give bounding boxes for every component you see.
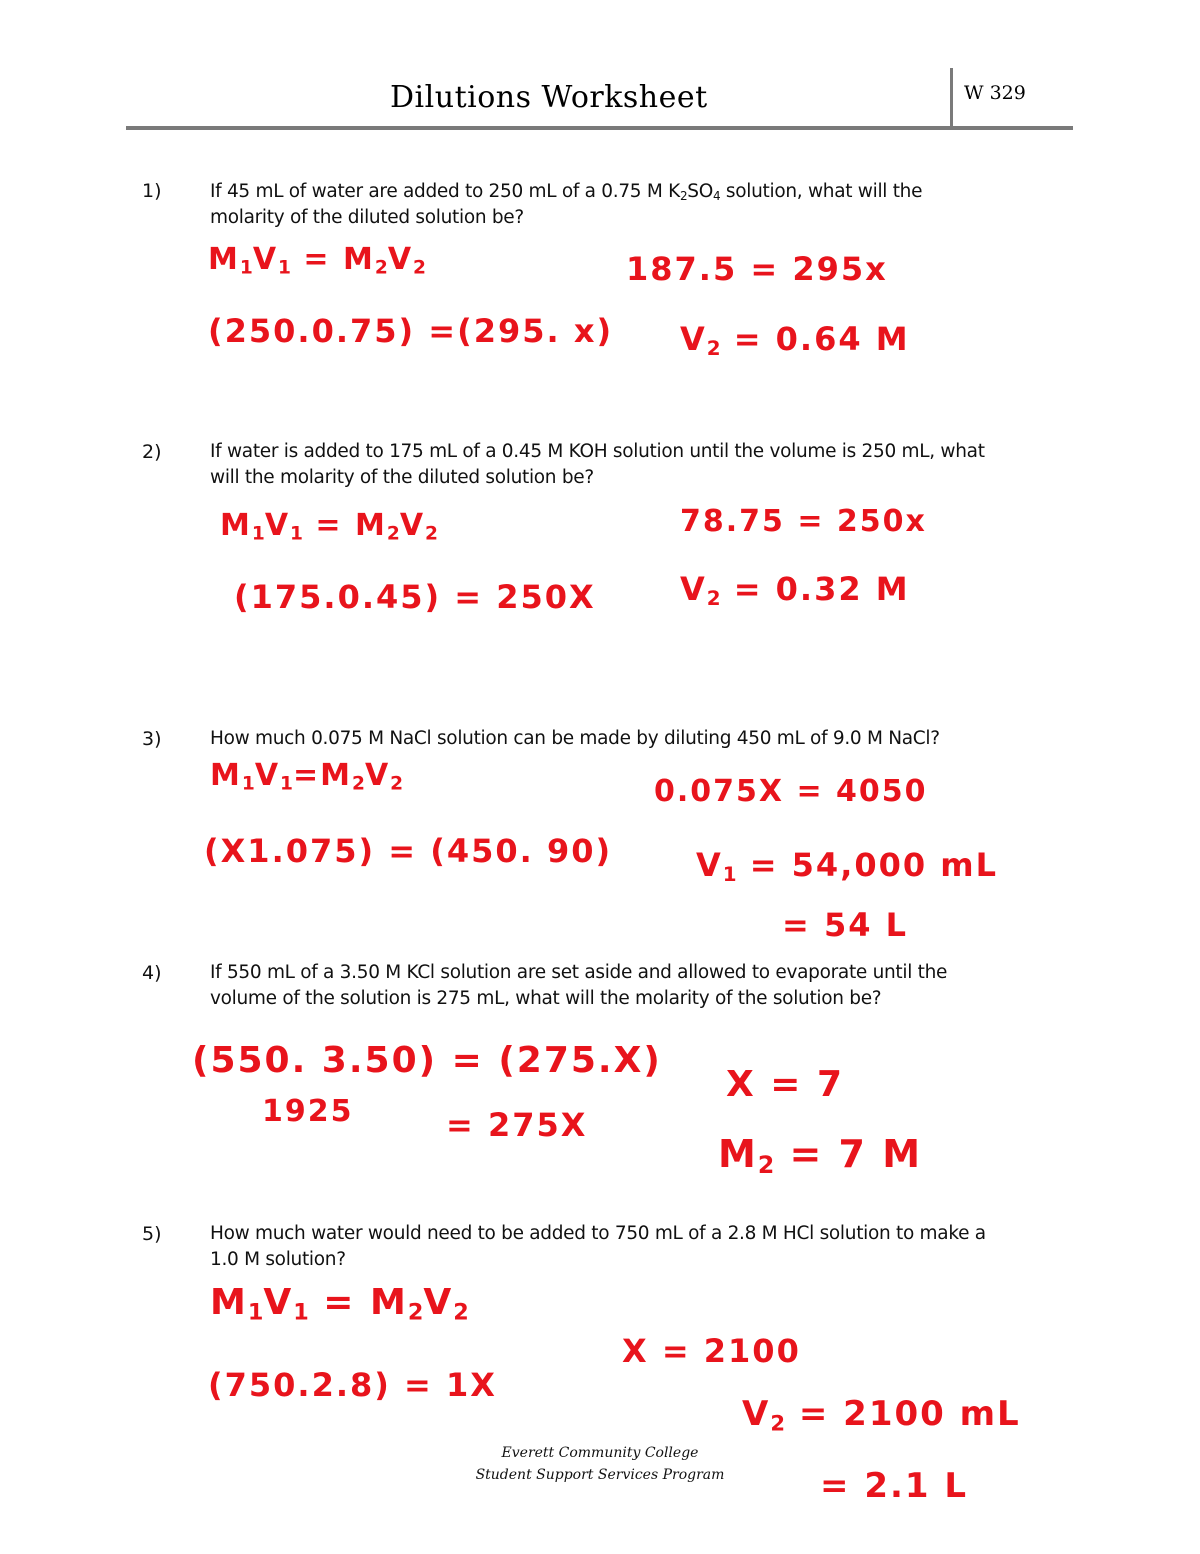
question-1-work-substitution: (250.0.75) =(295. x) [208, 312, 614, 350]
question-1-number: 1) [142, 180, 162, 202]
question-4-work-answer: $M_2 = 7$ M [718, 1132, 923, 1179]
question-3-work-product: 0.075X = 4050 [654, 774, 928, 809]
footer-college: Everett Community College [501, 1445, 699, 1461]
question-4-work-substitution: (550. 3.50) = (275.X) [192, 1040, 662, 1081]
question-2-work-substitution: (175.0.45) = 250X [234, 578, 596, 616]
header-divider [126, 126, 1073, 130]
question-1-work-product: 187.5 = 295x [626, 250, 888, 288]
question-2-work-equation: $M_1V_1 = M_2V_2$ [220, 508, 438, 545]
footer-program: Student Support Services Program [475, 1467, 725, 1483]
question-5-work-x: X = 2100 [622, 1332, 801, 1370]
question-5-number: 5) [142, 1223, 162, 1245]
question-5-work-substitution: (750.2.8) = 1X [208, 1366, 497, 1404]
question-2-work-product: 78.75 = 250x [680, 504, 927, 539]
question-4-number: 4) [142, 962, 162, 984]
question-5-text: How much water would need to be added to 750 mL of a 2.8 M HCl solution to make a 1.0 M solution? [210, 1223, 986, 1270]
question-3-number: 3) [142, 728, 162, 750]
question-3-work-converted: = 54 L [782, 906, 909, 944]
question-2-number: 2) [142, 441, 162, 463]
header-divider-vertical [950, 68, 953, 128]
question-5-work-converted: = 2.1 L [820, 1466, 969, 1506]
page-title: Dilutions Worksheet [390, 80, 708, 115]
question-3-work-answer: $V_1 = 54,000$ mL [696, 846, 999, 886]
question-1-work-equation: $M_1V_1 = M_2V_2$ [208, 242, 426, 279]
question-1-work-answer: $V_2 = 0.64$ M [680, 320, 910, 360]
question-4-work-product: 1925 [262, 1094, 354, 1129]
question-5-work-equation: $M_1V_1 = M_2V_2$ [210, 1282, 469, 1326]
question-2-text: If water is added to 175 mL of a 0.45 M KOH solution until the volume is 250 mL, what will the molarity of the diluted solution be? [210, 441, 985, 488]
question-3-work-substitution: (X1.075) = (450. 90) [204, 832, 613, 870]
question-4-text: If 550 mL of a 3.50 M KCl solution are set aside and allowed to evaporate until the volume of the solution is 275 mL, what will the molarity of the solution be? [210, 962, 948, 1009]
question-1-text: If 45 mL of water are added to 250 mL of a 0.75 M $K_2SO_4$ solution, what will the molarity of the diluted solution be? [210, 181, 923, 228]
question-4-work-product-rhs: = 275X [446, 1106, 588, 1144]
worksheet-code: W 329 [964, 82, 1026, 104]
question-2-work-answer: $V_2 = 0.32$ M [680, 570, 910, 610]
question-3-text: How much 0.075 M NaCl solution can be made by diluting 450 mL of 9.0 M NaCl? [210, 728, 940, 749]
question-3-work-equation: $M_1V_1=M_2V_2$ [210, 758, 404, 795]
question-5-work-answer: $V_2 = 2100$ mL [742, 1394, 1021, 1436]
question-4-work-x: X = 7 [726, 1064, 845, 1105]
